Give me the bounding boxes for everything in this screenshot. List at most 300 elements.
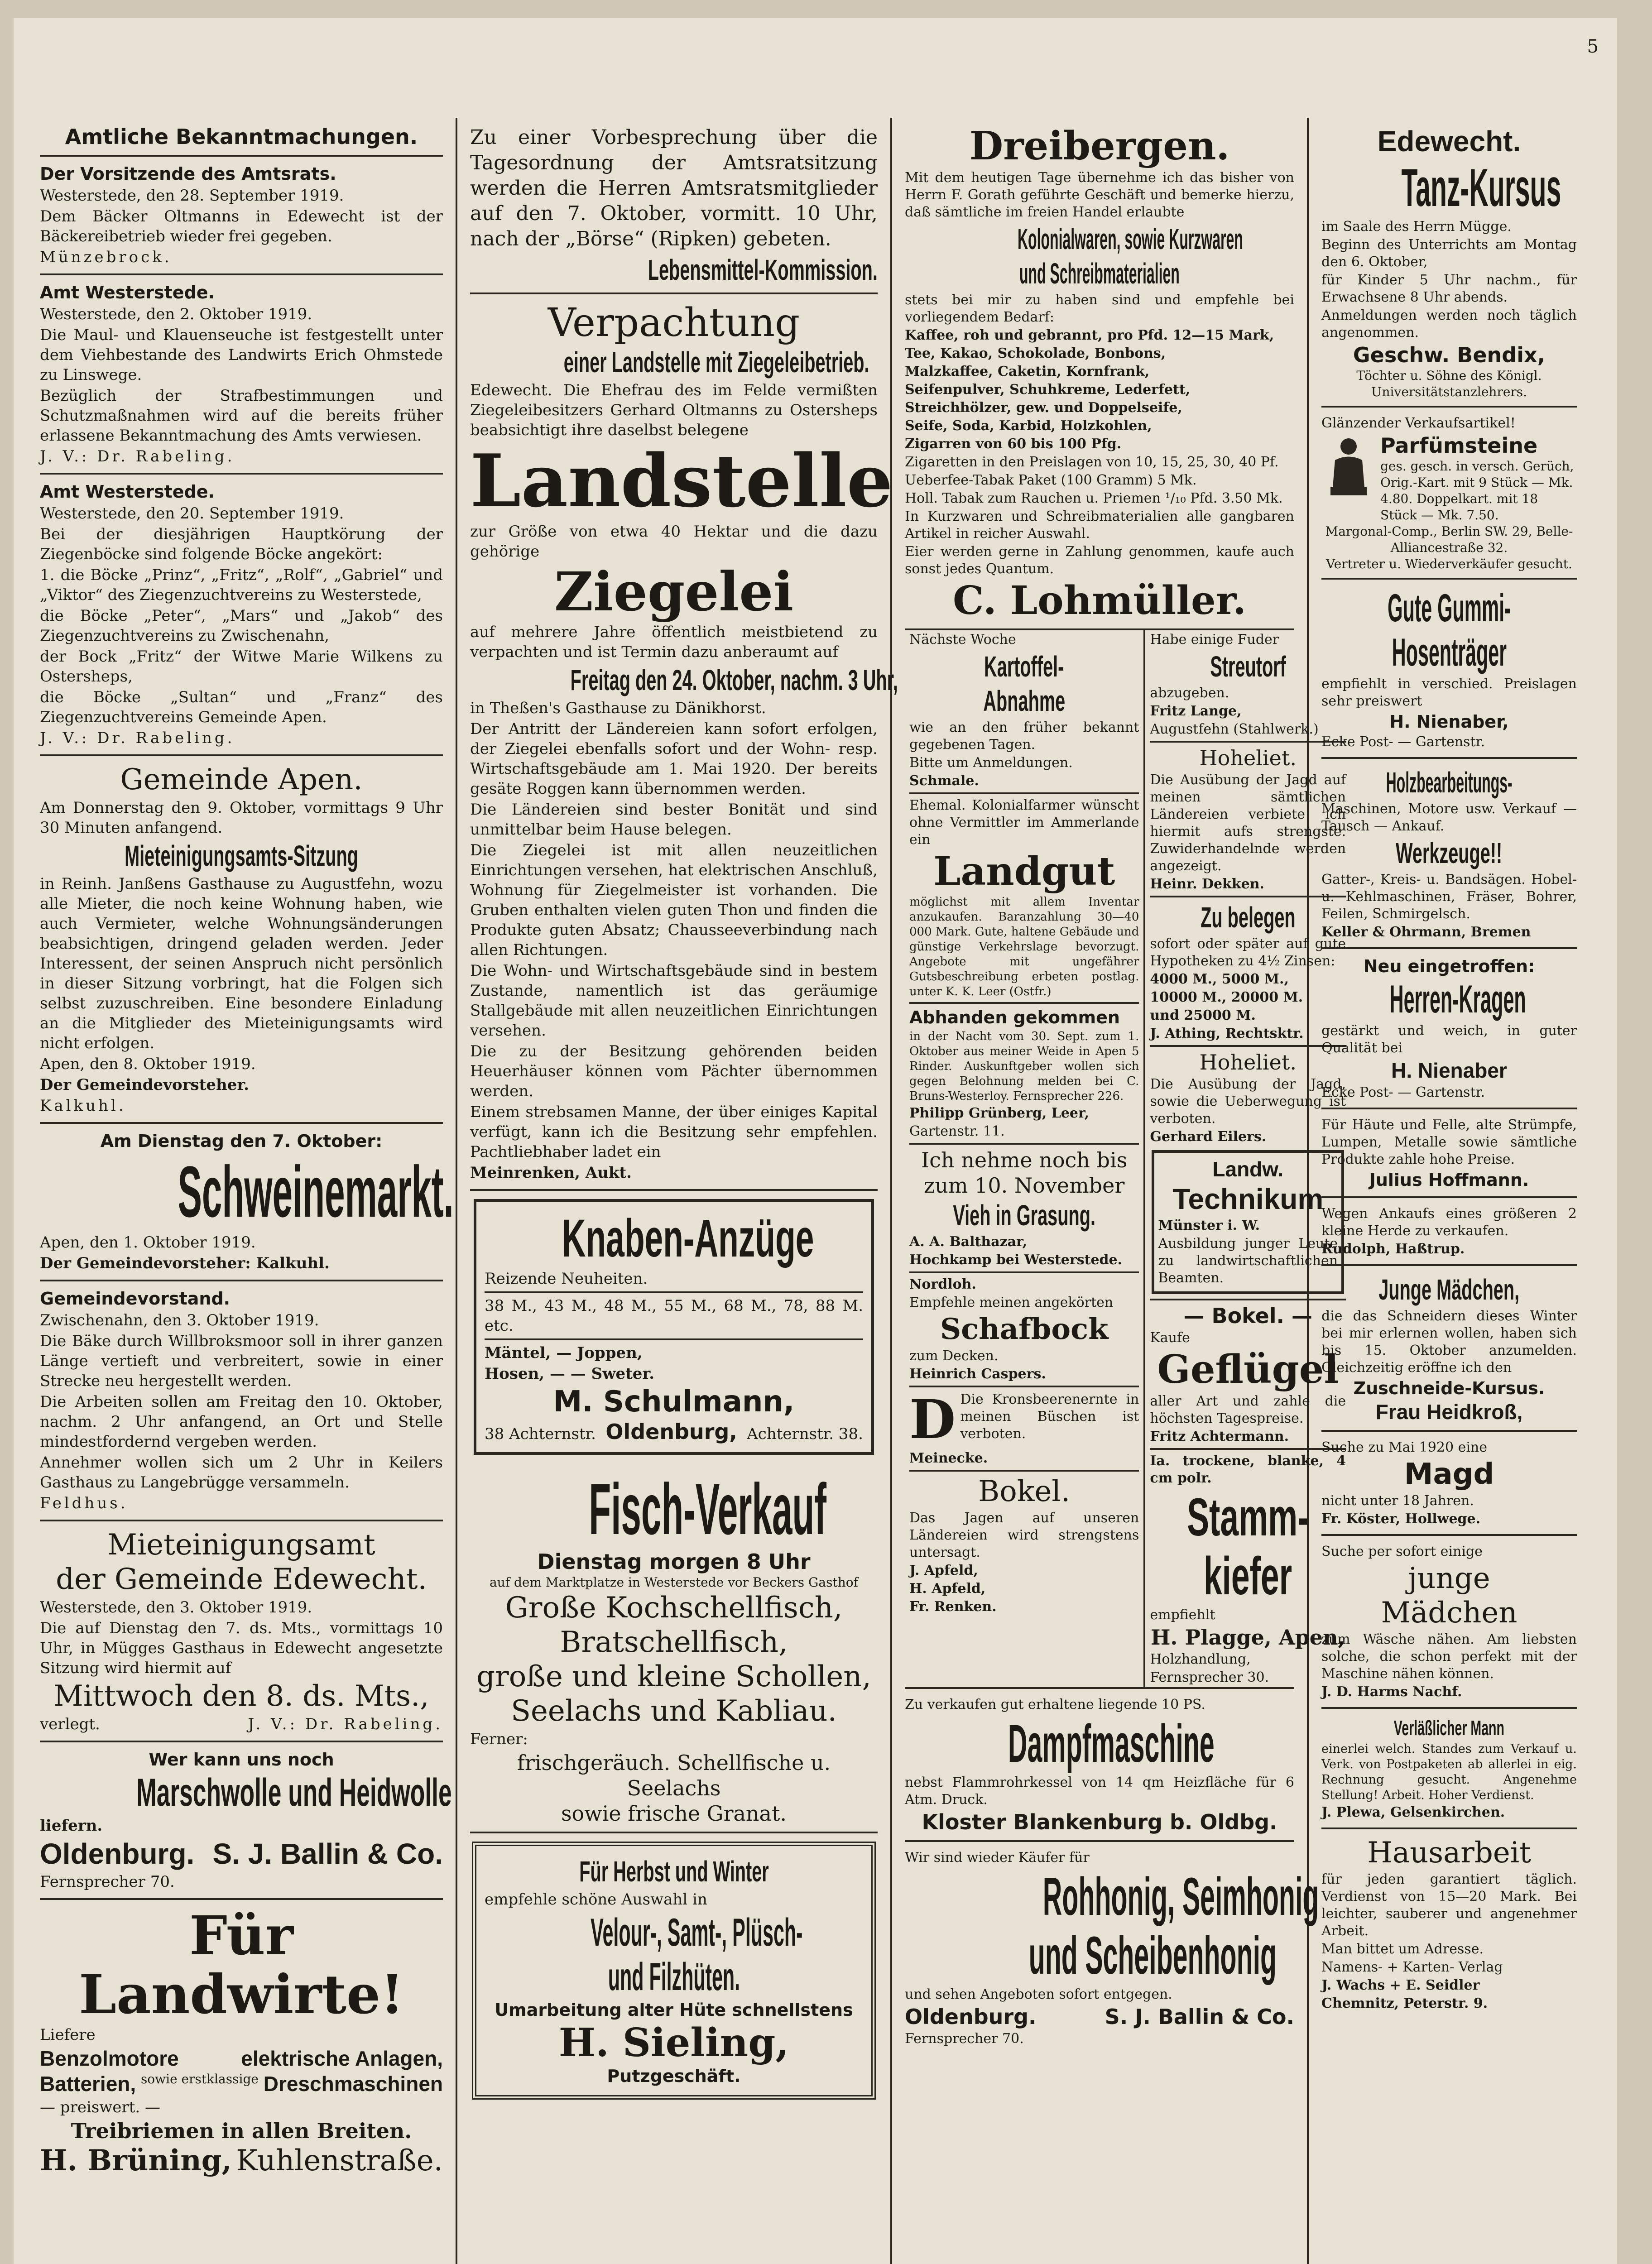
ad-title: Werkzeuge!! xyxy=(1396,837,1503,869)
notice-signature: Münzebrock. xyxy=(40,248,172,266)
ad-hausarbeit xyxy=(1321,1829,1577,2019)
divider xyxy=(909,1002,1139,1004)
ad-signature: Fritz Lange, xyxy=(1150,703,1242,719)
notice-date: Westerstede, den 3. Oktober 1919. xyxy=(40,1598,312,1616)
notice-text: Bei der diesjährigen Hauptkörung der Ziegenböcke sind folgende Böcke angekört: xyxy=(40,525,443,563)
ad-item: Eier werden gerne in Zahlung genommen, kaufe auch sonst jedes Quantum. xyxy=(905,544,1294,577)
ad-text: Man bittet um Adresse. xyxy=(1321,1941,1484,1957)
ad-text: Die Ziegelei ist mit allen neuzeitlichen Einrichtungen versehen, hat elektrischen Anschluß, Wohnung für Ziegelmeister ist vorhanden. Die Gruben enthalten vielen guten Thon und finden die Produkte guten Absatz; Chausseeverbindung nach allen Richtungen. xyxy=(470,841,878,959)
ad-text: Kaufe xyxy=(1150,1330,1190,1346)
ad-text: Namens- + Karten- Verlag xyxy=(1321,1959,1503,1975)
ad-item: In Kurzwaren und Schreibmaterialien alle gangbaren Artikel in reicher Auswahl. xyxy=(905,508,1294,542)
ad-text: zum Wäsche nähen. Am liebsten solche, die schon perfekt mit der Maschine nähen können. xyxy=(1321,1631,1577,1682)
notice-day: Mittwoch den 8. ds. Mts., xyxy=(53,1679,429,1713)
notice-date: Westerstede, den 28. September 1919. xyxy=(40,187,344,205)
ad-address: Ecke Post- — Gartenstr. xyxy=(1321,1084,1485,1100)
divider xyxy=(909,1386,1139,1387)
notice-date: Westerstede, den 20. September 1919. xyxy=(40,504,344,523)
ad-phone: Fernsprecher 30. xyxy=(1150,1669,1269,1685)
ad-signature: Meinrenken, Aukt. xyxy=(470,1164,632,1182)
ad-text: Zu verkaufen gut erhaltene liegende 10 PS. xyxy=(905,1697,1205,1712)
ad-text: Mit dem heutigen Tage übernehme ich das bisher von Herrn F. Gorath geführte Geschäft und bemerke hierzu, daß sämtliche im freien Handel erlaubte xyxy=(905,170,1294,220)
notice-text: Dem Bäcker Oltmanns in Edewecht ist der Bäckereibetrieb wieder frei gegeben. xyxy=(40,207,443,245)
ad-firm: C. Lohmüller. xyxy=(952,578,1247,624)
ad-text: empfehle schöne Auswahl in xyxy=(485,1890,707,1909)
notice-signature: Feldhus. xyxy=(40,1494,128,1512)
dropcap: D xyxy=(909,1388,956,1451)
notice-koerung xyxy=(40,475,443,756)
ad-item: große und kleine Schollen, xyxy=(476,1660,871,1693)
notice-text: Zu einer Vorbesprechung über die Tagesordnung der Amtsratsitzung werden die Herren Amtsratsmitglieder auf den 7. Oktober, vormitt. 10 Uhr, nach der „Börse“ (Ripken) gebeten. xyxy=(470,126,878,250)
ad-title: Gute Gummi- xyxy=(1387,586,1511,630)
ad-item: und 25000 M. xyxy=(1150,1007,1256,1023)
ad-text: für jeden garantiert täglich. Verdienst von 15—20 Mark. Bei leichter, sauberer und angenehmer Arbeit. xyxy=(1321,1871,1577,1939)
ad-text: Ich nehme noch bis zum 10. November xyxy=(921,1148,1128,1198)
notice-date: Westerstede, den 2. Oktober 1919. xyxy=(40,305,312,323)
ad-line xyxy=(40,2071,443,2096)
notice-text: Annehmer wollen sich um 2 Uhr in Keilers Gasthaus zu Langebrügge versammeln. xyxy=(40,1453,443,1492)
ad-title: Herren-Kragen xyxy=(1389,978,1526,1021)
ad-text: Das Jagen auf unseren Ländereien wird strengstens untersagt. xyxy=(909,1510,1139,1560)
ad-naeherinnen xyxy=(1321,1536,1577,1709)
ad-item: Zigarren von 60 bis 100 Pfg. xyxy=(905,436,1122,452)
ad-haeute xyxy=(1321,1109,1577,1198)
ad-parfum-text xyxy=(1376,433,1577,523)
ad-text: und sehen Angeboten sofort entgegen. xyxy=(905,1986,1172,2002)
notice-text: der Bock „Fritz“ der Witwe Marie Wilkens zu Ostersheps, xyxy=(40,648,443,686)
ad-text: Umarbeitung alter Hüte schnellstens xyxy=(495,2000,853,2020)
ad-text: Ehemal. Kolonialfarmer wünscht ohne Vermittler im Ammerlande ein xyxy=(909,797,1139,848)
notice-apen xyxy=(40,756,443,1124)
ad-fisch-verkauf xyxy=(470,1463,878,1833)
ad-title: Velour-, Samt-, Plüsch- xyxy=(591,1911,803,1954)
small-ads-left xyxy=(905,630,1145,1687)
ad-item: 4000 M., 5000 M., xyxy=(1150,971,1289,987)
notice-text: Bezüglich der Strafbestimmungen und Schutzmaßnahmen wird auf die bereits früher erlassene Bekanntmachung des Amts verwiesen. xyxy=(40,387,443,445)
official-notices-title: Amtliche Bekanntmachungen. xyxy=(65,125,418,149)
ad-heading: Neu eingetroffen: xyxy=(1363,956,1535,976)
ad-signature: J. Athing, Rechtsktr. xyxy=(1150,1026,1304,1041)
notice-signature: Kalkuhl. xyxy=(40,1097,126,1115)
ad-item: frischgeräuch. Schellfische u. Seelachs xyxy=(517,1751,831,1800)
ziegelei-title: Ziegelei xyxy=(554,560,794,623)
ad-text: zum Decken. xyxy=(909,1348,999,1364)
ad-item: Zigaretten in den Preislagen von 10, 15, 25, 30, 40 Pf. xyxy=(905,454,1279,470)
ad-text: Die zu der Besitzung gehörenden beiden Heuerhäuser können vom Pächter übernommen werden. xyxy=(470,1042,878,1100)
ad-city: Oldenburg. xyxy=(905,2005,1037,2029)
ad-title: Verläßlicher Mann xyxy=(1393,1716,1505,1740)
ad-firm: J. Wachs + E. Seidler xyxy=(1321,1977,1480,1993)
ad-firm: S. J. Ballin & Co. xyxy=(212,1837,443,1870)
ad-heading: Für Herbst und Winter xyxy=(579,1855,769,1888)
ad-item: sowie frische Granat. xyxy=(561,1801,787,1826)
ad-text: wie an den früher bekannt gegebenen Tagen. xyxy=(909,719,1139,753)
notice-schweinemarkt xyxy=(40,1124,454,1281)
ad-signature: Hochkamp bei Westerstede. xyxy=(909,1252,1123,1268)
ad-signature: J. Apfeld, xyxy=(909,1563,978,1578)
ad-item: Ueberfee-Tabak Paket (100 Gramm) 5 Mk. xyxy=(905,472,1197,488)
ad-text: einerlei welch. Standes zum Verkauf u. Verk. von Postpaketen ab allerlei in eig. Rechnung gesucht. Angenehme Stellung! Arbeit. Hoher Verdienst. xyxy=(1321,1742,1577,1802)
ad-heading: Verpachtung xyxy=(547,300,800,345)
ad-heading: Edewecht. xyxy=(1377,125,1521,158)
ad-item: Seifenpulver, Schuhkreme, Lederfett, xyxy=(905,382,1191,398)
ad-prices: 38 M., 43 M., 48 M., 55 M., 68 M., 78, 88 M. etc. xyxy=(485,1297,863,1335)
ad-text: sofort oder später auf gute Hypotheken zu 4½ Zinsen: xyxy=(1150,936,1346,969)
ad-text: Die Wohn- und Wirtschaftsgebäude sind in bestem Zustande, namentlich ist das geräumige Stallgebäude mit allen neuzeitlichen Einrichtungen versehen. xyxy=(470,962,878,1040)
ad-signature: H. Apfeld, xyxy=(909,1581,986,1597)
notice-gemeindevorstand xyxy=(40,1281,443,1521)
ad-text: Putzgeschäft. xyxy=(607,2066,741,2086)
notice-text: Die Arbeiten sollen am Freitag den 10. Oktober, nachm. 2 Uhr anfangend, an Ort und Stelle mindestfordernd vergeben werden. xyxy=(40,1393,443,1451)
notice-text: 1. die Böcke „Prinz“, „Fritz“, „Rolf“, „Gabriel“ und „Viktor“ des Ziegenzuchtvereins zu Westerstede, xyxy=(40,566,443,604)
ad-title: Holzbearbeitungs- xyxy=(1386,766,1513,799)
ad-firm-line xyxy=(905,2004,1294,2029)
ad-heading: — Bokel. — xyxy=(1183,1304,1312,1328)
ad-text: Ferner: xyxy=(470,1730,528,1748)
ad-dropcap-block xyxy=(909,1390,1139,1449)
ad-firm: S. J. Ballin & Co. xyxy=(1105,2005,1294,2029)
ad-item: Dreschmaschinen xyxy=(263,2072,443,2096)
notice-signature: J. V.: Dr. Rabeling. xyxy=(40,729,235,747)
ad-city: Oldenburg, xyxy=(605,1420,737,1444)
ad-text: Reizende Neuheiten. xyxy=(485,1270,648,1288)
ad-text: Wegen Ankaufs eines größeren 2 kleine Herde zu verkaufen. xyxy=(1321,1206,1577,1239)
ad-firm: Julius Hoffmann. xyxy=(1369,1170,1529,1190)
notice-text: die Böcke „Sultan“ und „Franz“ des Ziegenzuchtvereins Gemeinde Apen. xyxy=(40,688,443,726)
ad-landwirte-title: Für Landwirte! xyxy=(79,1904,404,2026)
ad-text: abzugeben. xyxy=(1150,685,1229,701)
ad-parfum-body xyxy=(1321,433,1577,523)
ad-text: Margonal-Comp., Berlin SW. 29, Belle-Alliancestraße 32. xyxy=(1325,524,1573,555)
notice-text: die Böcke „Peter“, „Mars“ und „Jakob“ des Ziegenzuchtvereins zu Zwischenahn, xyxy=(40,607,443,645)
ad-title: und Filzhüten. xyxy=(608,1955,740,1999)
ad-line xyxy=(40,2046,443,2071)
notice-signature: Der Gemeindevorsteher: Kalkuhl. xyxy=(40,1254,330,1272)
notice-text: Am Donnerstag den 9. Oktober, vormittags 9 Uhr 30 Minuten anfangend. xyxy=(40,799,443,837)
notice-signature: J. V.: Dr. Rabeling. xyxy=(248,1715,443,1733)
ad-title: Junge Mädchen, xyxy=(1378,1273,1520,1306)
ad-heading: Bokel. xyxy=(978,1475,1071,1508)
ad-landwirte xyxy=(40,1900,443,2183)
ad-text: Beginn des Unterrichts am Montag den 6. Oktober, xyxy=(1321,237,1577,270)
ad-item: Batterien, xyxy=(40,2072,136,2096)
ad-text: Der Antritt der Ländereien kann sofort erfolgen, der Ziegelei ebenfalls sofort und der Wohn- resp. Wirtschaftsgebäude am 1. Mai 1920. Der bereits gesäte Roggen kann übernommen werden. xyxy=(470,720,878,798)
divider xyxy=(909,792,1139,794)
divider xyxy=(909,1143,1139,1145)
ad-firm: Frau Heidkroß, xyxy=(1375,1400,1523,1424)
ad-signature: Philipp Grünberg, Leer, xyxy=(909,1105,1090,1121)
ad-signature: Gerhard Eilers. xyxy=(1150,1129,1267,1145)
ad-title: Streutorf xyxy=(1210,650,1286,683)
ad-text: empfiehlt xyxy=(1150,1607,1215,1623)
notice-heading: Amt Westerstede. xyxy=(40,482,215,502)
ad-magd xyxy=(1321,1432,1577,1536)
ad-title: Knaben-Anzüge xyxy=(562,1209,814,1268)
ad-item: elektrische Anlagen, xyxy=(241,2047,443,2070)
ad-firm: J. Plewa, Gelsenkirchen. xyxy=(1321,1804,1505,1820)
ad-text: Ausbildung junger Leute zu landwirtschaftlichen Beamten. xyxy=(1158,1236,1338,1286)
notice-heading: Der Vorsitzende des Amtsrats. xyxy=(40,164,336,184)
ad-text: Holzhandlung, xyxy=(1150,1651,1251,1667)
ad-firm: Keller & Ohrmann, Bremen xyxy=(1321,924,1531,940)
ad-text: Einem strebsamen Manne, der über einiges Kapital verfügt, kann ich die Besitzung sehr empfehlen. Pachtliebhaber ladet ein xyxy=(470,1103,878,1161)
landstelle-title: Landstelle xyxy=(470,438,893,523)
ad-firm: Fr. Köster, Hollwege. xyxy=(1321,1511,1481,1527)
ad-title: Kartoffel- xyxy=(984,650,1064,683)
ad-phone: Fernsprecher 70. xyxy=(905,2031,1024,2047)
ad-text: für Kinder 5 Uhr nachm., für Erwachsene 8 Uhr abends. xyxy=(1321,272,1577,305)
divider xyxy=(909,1271,1139,1273)
page-number: 5 xyxy=(1587,36,1599,57)
ad-address: Kuhlenstraße. xyxy=(236,2144,443,2178)
ad-junge-maedchen xyxy=(1321,1266,1577,1432)
ad-signature: Schmale. xyxy=(909,773,979,789)
notice-date: Zwischenahn, den 3. Oktober 1919. xyxy=(40,1311,319,1329)
ad-herde xyxy=(1321,1198,1577,1266)
ad-text: Mäntel, — Joppen, xyxy=(485,1344,643,1362)
ad-signature: Fritz Achtermann. xyxy=(1150,1429,1289,1444)
ad-text: Glänzender Verkaufsartikel! xyxy=(1321,415,1516,431)
ad-title: Dampfmaschine xyxy=(1008,1714,1215,1774)
notice-heading: Gemeinde Apen. xyxy=(120,763,363,796)
ad-knaben-anzuege xyxy=(474,1199,874,1455)
ad-text: Suche per sofort einige xyxy=(1321,1544,1483,1559)
ad-heading: Dreibergen. xyxy=(969,123,1230,169)
ad-dreibergen xyxy=(905,118,1294,630)
ad-text: empfiehlt in verschied. Preislagen sehr preiswert xyxy=(1321,676,1577,709)
ad-title: und Scheibenhonig xyxy=(1028,1926,1277,1986)
ad-subheading: einer Landstelle mit Ziegeleibetrieb. xyxy=(563,346,869,379)
ad-firm: H. Brüning, xyxy=(40,2144,232,2178)
notice-signature: Lebensmittel-Kommission. xyxy=(648,254,878,286)
divider xyxy=(485,1291,863,1293)
ad-item: sowie erstklassige xyxy=(140,2072,259,2087)
ad-title: Schafbock xyxy=(940,1312,1109,1346)
ad-text: Münster i. W. xyxy=(1158,1218,1260,1233)
ad-text: in der Nacht vom 30. Sept. zum 1. Oktober aus meiner Weide in Apen 5 Rinder. Auskunftgeber wollen sich gegen Belohnung melden bei C. Bruns-Westerloy. Fernsprecher 226. xyxy=(909,1030,1139,1103)
ad-address: Ecke Post- — Gartenstr. xyxy=(1321,734,1485,750)
ad-verpachtung xyxy=(470,294,898,1191)
ad-text: Nordloh. xyxy=(909,1276,976,1292)
ad-text: möglichst mit allem Inventar anzukaufen. Baranzahlung 30—40 000 Mark. Gute, haltene Gebäude und günstige Verkehrslage bevorzugt. Angebote mit ungefährer Gutsbeschreibung erbeten postlag. unter K. K. Leer (Ostfr.) xyxy=(909,895,1139,998)
ad-heading: Hoheliet. xyxy=(1199,746,1297,770)
ad-firm-line xyxy=(40,2144,443,2178)
ad-text: aller Art und zahle die höchsten Tagespreise. xyxy=(1150,1393,1346,1426)
ad-text: Empfehle meinen angekörten xyxy=(909,1295,1114,1310)
ad-firm: H. Plagge, Apen, xyxy=(1150,1625,1345,1650)
ad-item: Streichhölzer, gew. und Doppelseife, xyxy=(905,400,1182,416)
notice-heading: Am Dienstag den 7. Oktober: xyxy=(100,1131,383,1151)
ad-text: Die Kronsbeerenernte in meinen Büschen ist verboten. xyxy=(960,1391,1139,1442)
ad-text: Dienstag morgen 8 Uhr xyxy=(537,1549,811,1574)
ad-firm: J. D. Harms Nachf. xyxy=(1321,1684,1462,1700)
ad-topline: Wer kann uns noch xyxy=(149,1750,334,1770)
ad-tanzkursus xyxy=(1321,118,1577,408)
ad-phone: Fernsprecher 70. xyxy=(40,1873,175,1891)
schweinemarkt-title: Schweinemarkt. xyxy=(178,1151,454,1232)
ad-text: Gatter-, Kreis- u. Bandsägen. Hobel- u. Kehlmaschinen, Fräser, Bohrer, Feilen, Schmirgelsch. xyxy=(1321,872,1577,922)
ad-item: Seelachs und Kabliau. xyxy=(511,1694,837,1728)
ad-title: Mädchen xyxy=(1381,1596,1518,1630)
ad-text: ges. gesch. in versch. Gerüch, Orig.-Kart. mit 9 Stück — Mk. 4.80. Doppelkart. mit 18 Stück — Mk. 7.50. xyxy=(1380,459,1574,523)
notice-text: in Reinh. Janßens Gasthause zu Augustfehn, wozu alle Mieter, die noch keine Wohnung haben, wie auch Vermieter, welche Wohnungsänderungen beabsichtigen, dringend geladen werden. Jeder Interessent, der seinen Anspruch nicht persönlich in dieser Sitzung vorbringt, hat die Folgen sich selbst zuzuschreiben. Eine besondere Einladung an die Mitglieder des Mieteinigungsamts wird nicht erfolgen. xyxy=(40,875,443,1052)
notice-text: Die Maul- und Klauenseuche ist festgestellt unter dem Viehbestande des Landwirts Erich Ohmstede zu Linswege. xyxy=(40,326,443,384)
ad-title: und Schreibmaterialien xyxy=(1019,257,1180,290)
ad-text: liefern. xyxy=(40,1817,103,1835)
ad-address: 38 Achternstr. xyxy=(485,1425,596,1443)
ad-text: Die Ausübung der Jagd, sowie die Ueberwegung ist verboten. xyxy=(1150,1076,1346,1127)
ad-text: Für Häute und Felle, alte Strümpfe, Lumpen, Metalle sowie sämtliche Produkte zahle hohe Preise. xyxy=(1321,1117,1577,1167)
ad-address: Achternstr. 38. xyxy=(747,1425,863,1443)
ad-signature: Heinr. Dekken. xyxy=(1150,876,1264,892)
ad-holzbearbeitung xyxy=(1321,759,1577,949)
ad-herren-kragen xyxy=(1321,949,1577,1109)
ad-text: zur Größe von etwa 40 Hektar und die dazu gehörige xyxy=(470,523,878,561)
ad-title: kiefer xyxy=(1204,1546,1292,1606)
ad-title: Stamm- xyxy=(1187,1487,1309,1547)
ad-text: nicht unter 18 Jahren. xyxy=(1321,1493,1474,1509)
ad-title: Hausarbeit xyxy=(1367,1836,1531,1870)
ad-verlaesslicher-mann xyxy=(1321,1709,1577,1829)
ad-text: im Saale des Herrn Mügge. xyxy=(1321,219,1512,235)
ad-title: junge xyxy=(1408,1562,1490,1595)
ad-title: Fisch-Verkauf xyxy=(589,1468,826,1549)
notice-amtsrat xyxy=(40,157,443,275)
ad-title: Parfümsteine xyxy=(1380,433,1538,458)
small-ads-grid xyxy=(905,630,1346,1689)
column-4 xyxy=(1309,118,1590,2264)
ad-heading: Hoheliet. xyxy=(1199,1050,1297,1074)
newspaper-page xyxy=(14,18,1617,2264)
ad-text: Treibriemen in allen Breiten. xyxy=(71,2119,412,2143)
ad-text: Liefere xyxy=(40,2026,96,2044)
ad-title: Zu belegen xyxy=(1201,901,1296,934)
ad-text: Ia. trockene, blanke, 4 cm polr. xyxy=(1150,1453,1346,1486)
column-2 xyxy=(457,118,898,2264)
ad-signature: Meinecke. xyxy=(909,1450,988,1466)
column-1 xyxy=(27,118,457,2264)
ad-firm: H. Sieling, xyxy=(558,2020,789,2066)
notice-seuche xyxy=(40,275,443,475)
ad-item: Tee, Kakao, Schokolade, Bonbons, xyxy=(905,345,1166,361)
ad-item: Seife, Soda, Karbid, Holzkohlen, xyxy=(905,418,1152,434)
ad-text: Die Ausübung der Jagd auf meinen sämtlichen Ländereien verbiete ich hiermit aufs strengste. Zuwiderhandelnde werden angezeigt. xyxy=(1150,772,1346,874)
ad-text: stets bei mir zu haben sind und empfehle bei vorliegendem Bedarf: xyxy=(905,292,1294,325)
notice-text: Die Bäke durch Willbroksmoor soll in ihrer ganzen Länge vertieft und verbreitert, sowie in einer Strecke neu hergestellt werden. xyxy=(40,1332,443,1390)
ad-text: Suche zu Mai 1920 eine xyxy=(1321,1439,1487,1455)
notice-date: Apen, den 8. Oktober 1919. xyxy=(40,1055,256,1073)
ad-firm: M. Schulmann, xyxy=(553,1385,795,1419)
notice-date: Apen, den 1. Oktober 1919. xyxy=(40,1233,256,1252)
ad-text: gestärkt und weich, in guter Qualität bei xyxy=(1321,1023,1577,1056)
ad-dampfmaschine xyxy=(905,1689,1294,1842)
notice-footer xyxy=(40,1713,443,1735)
ad-title: Kolonialwaren, sowie Kurzwaren xyxy=(1017,223,1243,255)
divider xyxy=(485,1338,863,1340)
notice-lebensmittel xyxy=(470,118,878,294)
ad-item: Benzolmotore xyxy=(40,2047,179,2070)
ad-hosentraeger xyxy=(1321,580,1577,759)
ad-item: Große Kochschellfisch, Bratschellfisch, xyxy=(505,1591,843,1659)
ad-honig xyxy=(905,1842,1319,2054)
ad-text: die das Schneidern dieses Winter bei mir erlernen wollen, haben sich bis 15. Oktober anzumelden. Gleichzeitig eröffne ich den xyxy=(1321,1308,1577,1376)
ad-address-line xyxy=(485,1419,863,1445)
ad-text: Wir sind wieder Käufer für xyxy=(905,1850,1090,1866)
ad-item: 10000 M., 20000 M. xyxy=(1150,989,1303,1005)
ad-title: Rohhonig, Seimhonig xyxy=(1042,1867,1319,1927)
ad-text: Hosen, — — Sweter. xyxy=(485,1365,655,1383)
ad-wolle xyxy=(40,1742,452,1900)
ad-title: Abnahme xyxy=(983,685,1066,717)
ad-parfuemsteine xyxy=(1321,408,1577,580)
ad-text: Anmeldungen werden noch täglich angenommen. xyxy=(1321,307,1577,341)
notice-edewecht xyxy=(40,1521,443,1742)
ad-firm: H. Nienaber, xyxy=(1389,712,1509,732)
column-3 xyxy=(892,118,1346,2264)
ad-address: Chemnitz, Peterstr. 9. xyxy=(1321,1995,1488,2011)
ad-title: Geflügel xyxy=(1157,1347,1339,1392)
ad-title: Landgut xyxy=(933,849,1115,894)
notice-text: Die auf Dienstag den 7. ds. Mts., vormittags 10 Uhr, in Mügges Gasthaus in Edewecht angesetzte Sitzung wird hiermit auf xyxy=(40,1619,443,1677)
ad-text: in Theßen's Gasthause zu Dänikhorst. xyxy=(470,699,766,717)
ad-title: Vieh in Grasung. xyxy=(953,1199,1095,1232)
ad-text: Töchter u. Söhne des Königl. Universitätstanzlehrers. xyxy=(1356,368,1542,399)
ad-text: auf dem Marktplatze in Westerstede vor Beckers Gasthof xyxy=(490,1575,858,1590)
ad-text: Die Ländereien sind bester Bonität und sind unmittelbar beim Hause belegen. xyxy=(470,801,878,839)
ad-item: Holl. Tabak zum Rauchen u. Priemen ¹/₁₀ Pfd. 3.50 Mk. xyxy=(905,490,1283,506)
notice-heading: Mieteinigungsamt xyxy=(107,1528,375,1562)
ad-city: Oldenburg. xyxy=(40,1837,195,1870)
notice-text: verlegt. xyxy=(40,1715,100,1733)
divider xyxy=(909,1470,1139,1472)
ad-item: Kaffee, roh und gebrannt, pro Pfd. 12—15 Mark, xyxy=(905,327,1274,343)
ad-signature: A. A. Balthazar, xyxy=(909,1234,1028,1250)
ad-heading: Landw. xyxy=(1212,1157,1284,1181)
ad-date: Freitag den 24. Oktober, nachm. 3 Uhr, xyxy=(570,664,898,696)
ad-text: auf mehrere Jahre öffentlich meistbietend zu verpachten und ist Termin dazu anberaumt auf xyxy=(470,623,878,661)
notice-signature: J. V.: Dr. Rabeling. xyxy=(40,447,235,465)
ad-huete xyxy=(472,1842,876,2100)
ad-title: Technikum xyxy=(1172,1183,1324,1215)
ad-heading: Abhanden gekommen xyxy=(909,1007,1120,1027)
ad-firm: Kloster Blankenburg b. Oldbg. xyxy=(922,1810,1277,1834)
ad-signature: Gartenstr. 11. xyxy=(909,1123,1005,1139)
ad-firm: H. Nienaber xyxy=(1391,1059,1507,1082)
ad-title: Hosenträger xyxy=(1392,631,1507,674)
ad-text: nebst Flammrohrkessel von 14 qm Heizfläche für 6 Atm. Druck. xyxy=(905,1775,1294,1808)
ad-text: Zuschneide-Kursus. xyxy=(1353,1378,1545,1398)
notice-heading: Gemeindevorstand. xyxy=(40,1289,231,1309)
notice-subheading: Mieteinigungsamts-Sitzung xyxy=(125,839,358,872)
ad-firm-line xyxy=(40,1837,443,1871)
notice-heading: Amt Westerstede. xyxy=(40,283,215,302)
notice-heading: der Gemeinde Edewecht. xyxy=(56,1563,427,1596)
ad-signature: Augustfehn (Stahlwerk.) xyxy=(1150,721,1319,737)
notice-signature: Der Gemeindevorsteher. xyxy=(40,1076,249,1094)
ad-text: Edewecht. Die Ehefrau des im Felde vermißten Ziegeleibesitzers Gerhard Oltmanns zu Ostersheps beabsichtigt ihre daselbst belegene xyxy=(470,381,878,439)
ad-firm: Geschw. Bendix, xyxy=(1353,343,1546,367)
ad-text: Vertreter u. Wiederverkäufer gesucht. xyxy=(1326,556,1572,571)
ad-item: Malzkaffee, Caketin, Kornfrank, xyxy=(905,364,1150,379)
ad-text: Bitte um Anmeldungen. xyxy=(909,755,1073,771)
columns xyxy=(27,118,1590,2264)
ad-signature: Heinrich Caspers. xyxy=(909,1366,1046,1382)
ad-wolle-title: Marschwolle und Heidwolle xyxy=(136,1771,452,1814)
official-notices xyxy=(40,118,443,157)
ad-signature: Fr. Renken. xyxy=(909,1599,997,1615)
ad-title: Tanz-Kursus xyxy=(1401,158,1561,218)
ad-text: Maschinen, Motore usw. Verkauf — Tausch — Ankauf. xyxy=(1321,801,1577,834)
